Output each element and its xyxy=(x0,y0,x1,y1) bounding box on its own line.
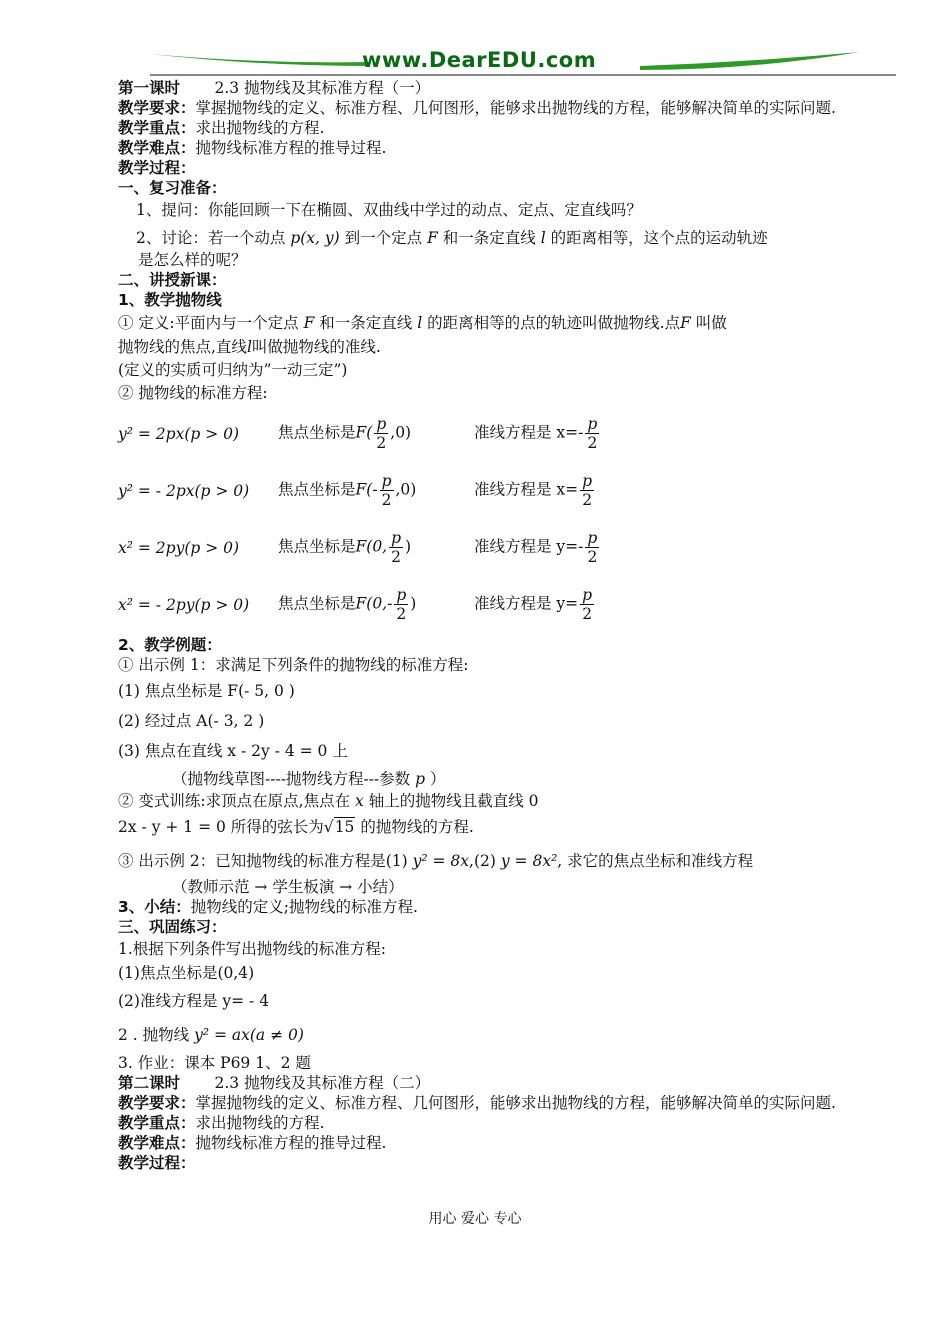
review-question-1: 1、提问：你能回顾一下在椭圆、双曲线中学过的动点、定点、定直线吗？ xyxy=(136,201,642,219)
review-question-2-cont: 是怎么样的呢？ xyxy=(138,251,247,269)
variant-exercise: ② 变式训练:求顶点在原点,焦点在 x 轴上的抛物线且截直线 0 xyxy=(118,792,539,810)
practice-1: 1.根据下列条件写出抛物线的标准方程: xyxy=(118,940,387,958)
equation: y² = 2px(p > 0) xyxy=(118,424,240,443)
site-logo-text: www.DearEDU.com xyxy=(362,48,597,72)
equation: x² = - 2py(p > 0) xyxy=(118,595,250,614)
equation: y² = - 2px(p > 0) xyxy=(118,481,250,500)
section3-heading: 三、巩固练习： xyxy=(118,918,227,936)
homework: 3. 作业：课本 P69 1、2 题 xyxy=(118,1054,311,1072)
example-2: ③ 出示例 2：已知抛物线的标准方程是(1) y² = 8x,(2) y = 8x², 求它的焦点坐标和准线方程 xyxy=(118,852,754,870)
practice-2: 2 . 抛物线 y² = ax(a ≠ 0) xyxy=(118,1026,304,1044)
summary: 3、小结：抛物线的定义;抛物线的标准方程. xyxy=(118,898,418,916)
standard-equation-label: ② 抛物线的标准方程: xyxy=(118,384,268,402)
practice-1-part-2: (2)准线方程是 y= - 4 xyxy=(118,992,270,1010)
section2-heading: 二、讲授新课： xyxy=(118,271,227,289)
review-question-2: 2、讨论：若一个动点 p(x, y) 到一个定点 F 和一条定直线 l 的距离相等，这个点的运动轨迹 xyxy=(136,229,768,247)
lesson2-difficulty: 教学难点：抛物线标准方程的推导过程. xyxy=(118,1134,387,1152)
definition-essence: (定义的实质可归纳为”一动三定”) xyxy=(118,361,348,379)
equation: x² = 2py(p > 0) xyxy=(118,538,240,557)
example-1: ① 出示例 1：求满足下列条件的抛物线的标准方程: xyxy=(118,656,469,674)
site-header xyxy=(150,44,896,78)
focus: 焦点坐标是F(0,- $\frac{p}{2}$ ) xyxy=(278,586,417,623)
lesson2-title: 第二课时 2.3 抛物线及其标准方程（二） xyxy=(118,1074,431,1092)
standard-equations xyxy=(118,405,898,633)
lesson2-requirements: 教学要求：掌握抛物线的定义、标准方程、几何图形，能够求出抛物线的方程，能够解决简单的实际问题. xyxy=(118,1094,836,1112)
lesson-document xyxy=(118,78,898,1173)
lesson1-title: 第一课时 2.3 抛物线及其标准方程（一） xyxy=(118,79,431,97)
page-footer: 用心 爱心 专心 xyxy=(428,1211,522,1227)
example-1-part-1: (1) 焦点坐标是 F(- 5, 0 ) xyxy=(118,682,295,700)
lesson2-key-point: 教学重点：求出抛物线的方程. xyxy=(118,1114,325,1132)
subsection-examples: 2、教学例题： xyxy=(118,636,222,654)
section1-heading: 一、复习准备： xyxy=(118,179,227,197)
equation-row xyxy=(118,519,898,576)
lesson1-requirements: 教学要求：掌握抛物线的定义、标准方程、几何图形，能够求出抛物线的方程，能够解决简单的实际问题. xyxy=(118,99,836,117)
definition-line-1: ① 定义:平面内与一个定点 F 和一条定直线 l 的距离相等的点的轨迹叫做抛物线.点F 叫做 xyxy=(118,314,727,332)
equation-row xyxy=(118,405,898,462)
directrix: 准线方程是 x= $\frac{p}{2}$ xyxy=(474,472,593,509)
practice-1-part-1: (1)焦点坐标是(0,4) xyxy=(118,964,255,982)
example-1-part-2: (2) 经过点 A(- 3, 2 ) xyxy=(118,712,265,730)
example-1-part-3: (3) 焦点在直线 x - 2y - 4 = 0 上 xyxy=(118,742,348,760)
lesson1-key-point: 教学重点：求出抛物线的方程. xyxy=(118,119,325,137)
lesson1-difficulty: 教学难点：抛物线标准方程的推导过程. xyxy=(118,139,387,157)
lesson1-process-label: 教学过程： xyxy=(118,159,196,177)
focus: 焦点坐标是F(0, $\frac{p}{2}$ ) xyxy=(278,529,412,566)
example-2-note: （教师示范 → 学生板演 → 小结） xyxy=(172,878,404,896)
subsection-teach-parabola: 1、教学抛物线 xyxy=(118,291,222,309)
example-1-note: （抛物线草图----抛物线方程---参数 p ） xyxy=(172,770,446,788)
directrix: 准线方程是 y= $\frac{p}{2}$ xyxy=(474,586,593,623)
focus: 焦点坐标是F(- $\frac{p}{2}$ ,0) xyxy=(278,472,417,509)
equation-row xyxy=(118,462,898,519)
lesson2-process-label: 教学过程： xyxy=(118,1154,196,1172)
directrix: 准线方程是 y=- $\frac{p}{2}$ xyxy=(474,529,598,566)
variant-exercise-cont: 2x - y + 1 = 0 所得的弦长为√15 的抛物线的方程. xyxy=(118,818,474,836)
directrix: 准线方程是 x=- $\frac{p}{2}$ xyxy=(474,415,598,452)
definition-line-2: 抛物线的焦点,直线l叫做抛物线的准线. xyxy=(118,338,381,356)
equation-row xyxy=(118,576,898,633)
focus: 焦点坐标是F( $\frac{p}{2}$ ,0) xyxy=(278,415,412,452)
